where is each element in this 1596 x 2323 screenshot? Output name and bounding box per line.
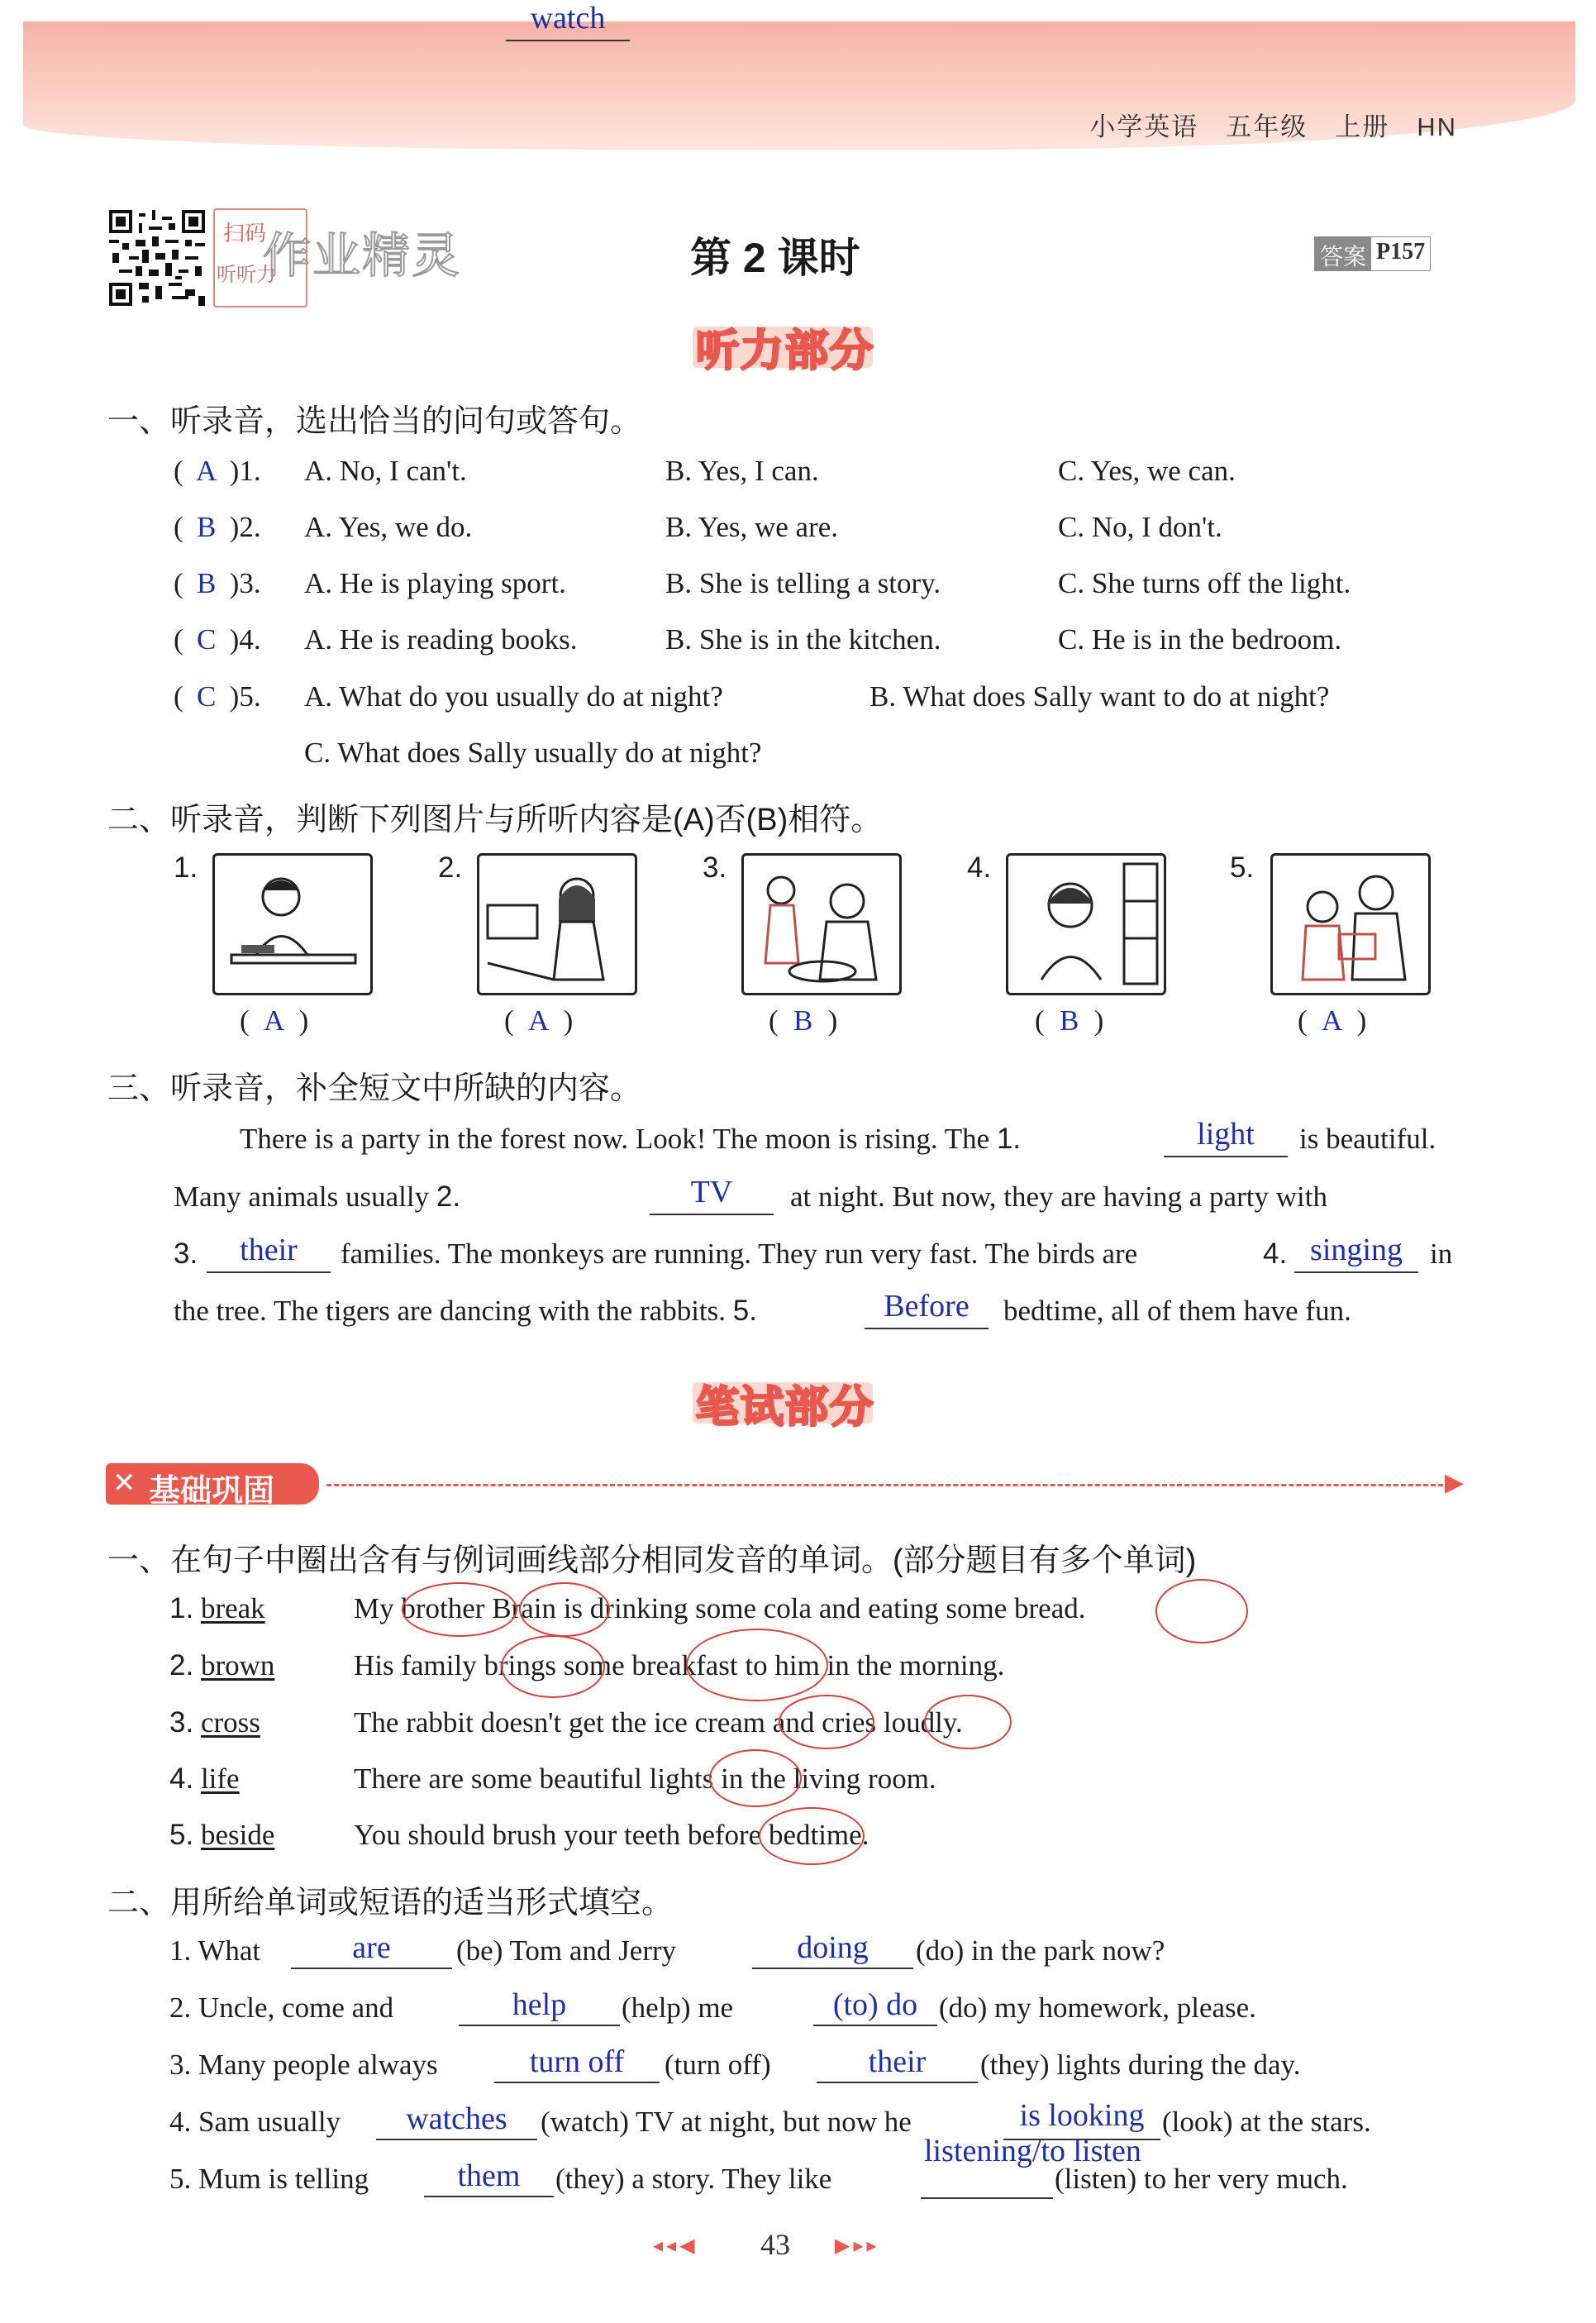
answer-overflow-text: listening/to listen (924, 2134, 1141, 2168)
question-text: (do) my homework, please. (939, 1991, 1256, 2024)
question-text: (be) Tom and Jerry (456, 1934, 677, 1967)
picture-girl-reading (1006, 853, 1166, 995)
passage-text: is beautiful. (1299, 1123, 1436, 1155)
option-a: A. He is playing sport. (304, 567, 566, 599)
list-item: ( C )5. (174, 680, 261, 713)
option-c: C. Yes, we can. (1058, 455, 1236, 487)
blank-4[interactable]: singing (1294, 1232, 1418, 1273)
answer-blank[interactable]: turn off (494, 2044, 660, 2083)
blank-3[interactable]: their (207, 1232, 331, 1273)
picture-girl-grandma (741, 853, 902, 995)
question-text: (do) in the park now? (916, 1934, 1165, 1967)
question-text: (watch) TV at night, but now he (541, 2106, 912, 2138)
picture-girl-kitchen (477, 853, 637, 995)
passage-line-2: Many animals usually 2. (174, 1181, 461, 1213)
question-text: (turn off) (665, 2049, 771, 2081)
question-text: 2. Uncle, come and (169, 1991, 394, 2024)
circle-mark (402, 1582, 517, 1637)
answer: C (196, 623, 217, 656)
answer-blank[interactable]: (to) do (813, 1987, 937, 2026)
answer: A (196, 455, 217, 487)
option-a: A. No, I can't. (304, 455, 467, 487)
passage-number: 4. (1263, 1238, 1288, 1270)
listening-part3-title: 三、听录音，补全短文中所缺的内容。 (107, 1071, 642, 1106)
option-c: C. She turns off the light. (1058, 567, 1351, 599)
lesson-title: 第 2 课时 (690, 235, 860, 281)
option-b: B. She is telling a story. (665, 567, 941, 599)
circle-mark (759, 1807, 865, 1865)
blank-2b[interactable]: TV (650, 1174, 774, 1215)
option-b: B. Yes, I can. (665, 455, 819, 487)
picture-answer: ( A ) (1298, 1004, 1367, 1037)
circle-mark (779, 1695, 874, 1749)
blank-5[interactable]: Before (865, 1288, 989, 1329)
logo-text: 作业精灵 (263, 229, 462, 283)
writing-part1-title: 一、在句子中圈出含有与例词画线部分相同发音的单词。(部分题目有多个单词) (107, 1543, 1197, 1578)
answer: A (528, 1004, 550, 1037)
example-word: brown (200, 1649, 275, 1681)
question-text: (listen) to her very much. (1055, 2163, 1348, 2195)
circle-mark (709, 1749, 802, 1807)
listening-part2-title: 二、听录音，判断下列图片与所听内容是(A)否(B)相符。 (107, 803, 883, 837)
writing-heading: 笔试部分 (696, 1384, 875, 1432)
question-text: 4. Sam usually (169, 2106, 341, 2138)
basic-banner-icon: ✕ (112, 1467, 136, 1499)
option-a: A. What do you usually do at night? (304, 680, 723, 713)
question-text: (they) a story. They like (555, 2163, 832, 2195)
picture-number: 3. (703, 851, 727, 884)
example-word: beside (200, 1819, 275, 1851)
passage-line-3: 3. (174, 1238, 198, 1270)
writing-part2-title: 二、用所给单词或短语的适当形式填空。 (107, 1886, 674, 1920)
question-text: (look) at the stars. (1162, 2106, 1371, 2138)
circle-mark (519, 1582, 610, 1637)
circle-mark (501, 1635, 605, 1698)
qr-code[interactable] (109, 210, 205, 306)
picture-boy-drawing (212, 853, 373, 995)
sentence: There are some beautiful lights in the living room. (354, 1763, 936, 1795)
table-row: 2. brown (169, 1649, 275, 1681)
picture-answer: ( A ) (504, 1004, 574, 1037)
question-text: 3. Many people always (169, 2049, 438, 2081)
question-text: 5. Mum is telling (169, 2163, 369, 2195)
sentence: The rabbit doesn't get the ice cream and cries loudly. (354, 1706, 963, 1739)
example-word: life (200, 1763, 240, 1795)
sentence: My brother Brain is drinking some cola and eating some bread. (354, 1592, 1086, 1624)
example-word: cross (200, 1706, 260, 1739)
answer: A (1322, 1004, 1343, 1037)
table-row: 3. cross (169, 1706, 260, 1739)
option-a: A. Yes, we do. (304, 511, 473, 543)
table-row: 5. beside (169, 1819, 275, 1851)
question-text: (help) me (622, 1991, 734, 2024)
answer-blank[interactable]: doing (752, 1929, 913, 1969)
next-arrows-icon: ▶▸▸ (835, 2235, 880, 2257)
option-b: B. What does Sally want to do at night? (869, 680, 1330, 713)
answer: B (196, 511, 217, 543)
list-item: ( A )1. (174, 455, 261, 487)
banner-arrow-icon: ▶ (1445, 1469, 1465, 1496)
passage-text: bedtime, all of them have fun. (1003, 1295, 1351, 1327)
list-item: ( B )2. (174, 511, 261, 543)
answer-key-label: 答案 (1315, 237, 1371, 270)
option-c: C. What does Sally usually do at night? (304, 737, 762, 769)
answer-blank[interactable]: are (291, 1929, 452, 1969)
passage-line-1: There is a party in the forest now. Look! The moon is rising. The 1. (240, 1123, 1022, 1155)
list-item: ( B )3. (174, 567, 261, 599)
page-number: 43 (760, 2228, 790, 2261)
answer: C (196, 680, 217, 713)
option-b: B. Yes, we are. (665, 511, 839, 543)
table-row: 4. life (169, 1763, 240, 1795)
answer: B (1059, 1004, 1079, 1037)
picture-number: 1. (174, 851, 198, 884)
option-c: C. No, I don't. (1058, 511, 1222, 543)
table-row: 1. break (169, 1592, 265, 1624)
answer: B (196, 567, 217, 599)
logo-tag-scan: 扫码 (223, 222, 267, 246)
passage-text: families. The monkeys are running. They run very fast. The birds are (341, 1238, 1138, 1270)
passage-text: in (1430, 1238, 1453, 1270)
logo-tag-listen: 听听力 (217, 265, 276, 286)
answer-blank[interactable]: help (459, 1987, 620, 2026)
picture-number: 2. (438, 851, 463, 884)
circle-mark (1155, 1579, 1248, 1643)
picture-answer: ( B ) (769, 1004, 838, 1037)
answer: A (264, 1004, 285, 1037)
answer-key-page: P157 (1371, 237, 1430, 270)
answer-blank[interactable]: their (817, 2044, 978, 2083)
banner-dashed-line (326, 1484, 1451, 1486)
picture-number: 4. (967, 851, 992, 884)
blank-1[interactable]: light (1164, 1116, 1288, 1157)
sentence: His family brings some breakfast to him in the morning. (354, 1649, 1005, 1681)
option-b: B. She is in the kitchen. (665, 623, 941, 656)
basic-banner-text: 基础巩固 (149, 1474, 275, 1509)
passage-text: at night. But now, they are having a party with (790, 1181, 1327, 1213)
answer-blank[interactable]: watches (376, 2101, 537, 2140)
prev-arrows-icon: ◂◂◀ (653, 2235, 698, 2257)
answer: B (793, 1004, 813, 1037)
picture-mother-story (1270, 853, 1431, 995)
example-word: break (200, 1592, 265, 1624)
question-text: 1. What (169, 1934, 261, 1967)
picture-answer: ( A ) (240, 1004, 309, 1037)
option-c: C. He is in the bedroom. (1058, 623, 1342, 656)
question-text: (they) lights during the day. (980, 2049, 1301, 2081)
picture-number: 5. (1230, 851, 1255, 884)
circle-mark (686, 1629, 828, 1701)
picture-answer: ( B ) (1035, 1004, 1104, 1037)
sentence: You should brush your teeth before bedtime. (354, 1819, 869, 1851)
list-item: ( C )4. (174, 623, 261, 656)
listening-part1-title: 一、听录音，选出恰当的问句或答句。 (107, 404, 642, 439)
header-subject: 小学英语 五年级 上册 HN (1089, 112, 1457, 141)
passage-line-4: the tree. The tigers are dancing with the rabbits. 5. (174, 1295, 757, 1327)
answer-blank[interactable]: them (424, 2158, 554, 2197)
listening-heading: 听力部分 (696, 327, 875, 375)
answer-key-badge[interactable] (1314, 236, 1431, 271)
blank-2a[interactable]: watch (506, 0, 630, 41)
circle-mark (924, 1695, 1012, 1749)
option-a: A. He is reading books. (304, 623, 578, 656)
answer-blank[interactable]: is looking (1003, 2097, 1160, 2140)
